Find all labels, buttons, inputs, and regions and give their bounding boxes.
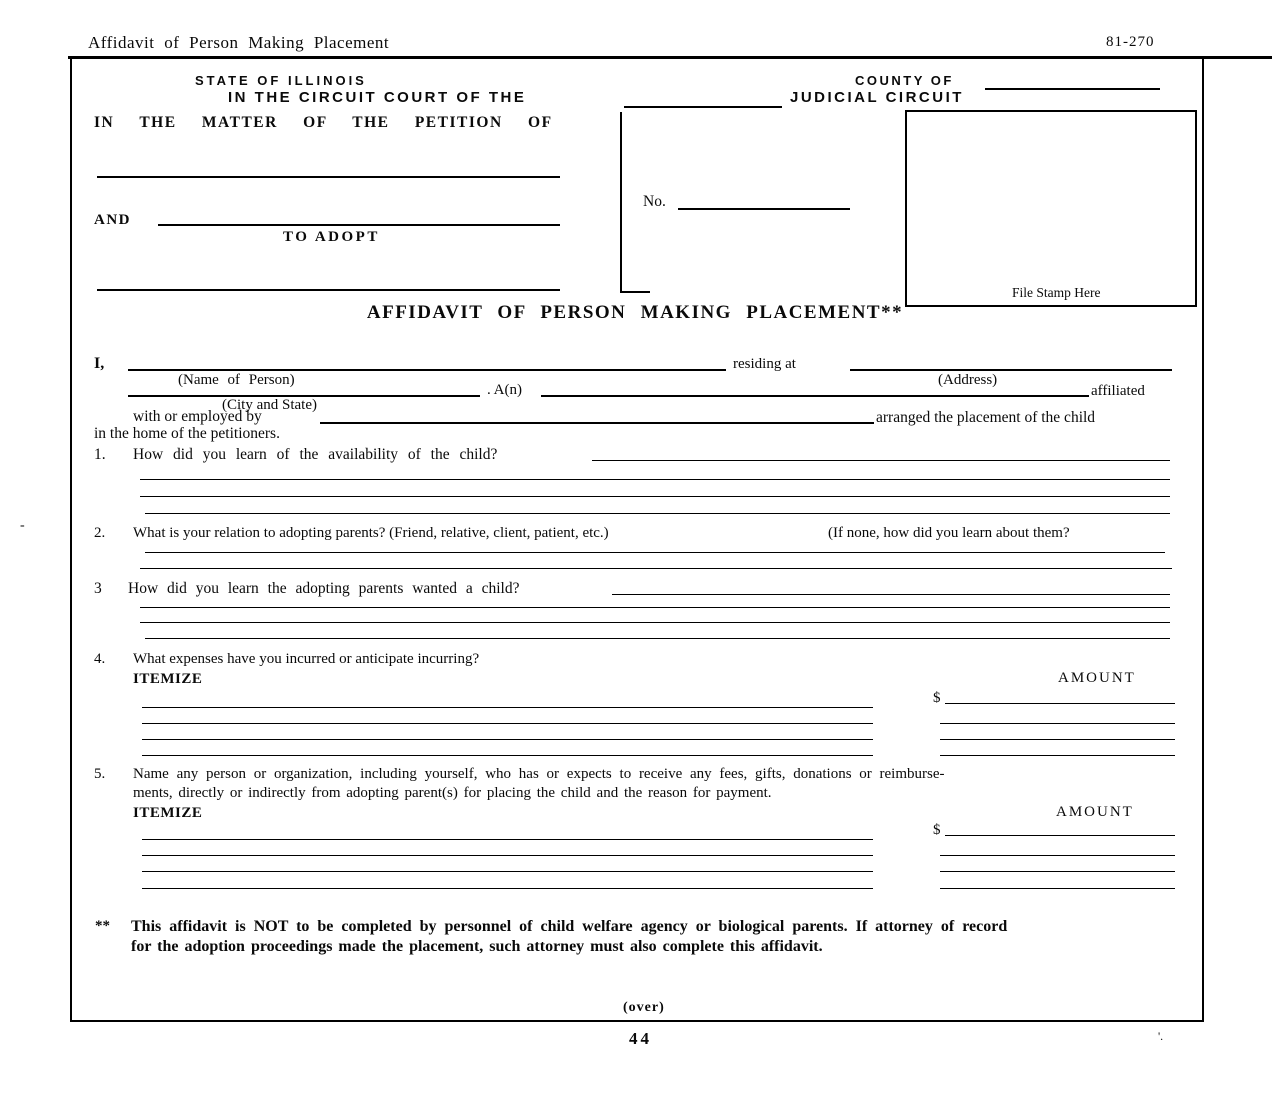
answer-line <box>145 513 1170 514</box>
case-number-label: No. <box>643 193 666 210</box>
question-5-text-line1: Name any person or organization, including yourself, who has or expects to receive any fees, gifts, donations or reimburse- <box>133 766 945 782</box>
question-5-text-line2: ments, directly or indirectly from adopting parent(s) for placing the child and the reason for payment. <box>133 785 772 801</box>
name-of-person-line <box>128 369 726 371</box>
address-caption: (Address) <box>938 372 998 388</box>
question-5-number: 5. <box>94 766 106 782</box>
dollar-sign: $ <box>933 690 941 706</box>
question-4-text: What expenses have you incurred or anticipate incurring? <box>133 651 480 667</box>
amount-line <box>940 871 1175 872</box>
dollar-sign: $ <box>933 822 941 838</box>
answer-line <box>140 496 1170 497</box>
caption-border-tick <box>620 291 650 293</box>
caption-bottom-blank-line <box>97 289 560 291</box>
itemize-line <box>142 739 873 740</box>
amount-line <box>940 855 1175 856</box>
itemize-line <box>142 839 873 840</box>
question-1-text: How did you learn of the availability of the child? <box>133 446 498 463</box>
itemize-line <box>142 723 873 724</box>
and-label: AND <box>94 212 131 228</box>
second-party-line <box>158 224 560 226</box>
judicial-circuit-label: JUDICIAL CIRCUIT <box>790 89 964 106</box>
itemize-line <box>142 888 873 889</box>
itemize-line <box>142 707 873 708</box>
itemize-line <box>142 755 873 756</box>
form-number: 81-270 <box>1106 34 1155 50</box>
answer-line <box>612 594 1170 595</box>
question-4-number: 4. <box>94 651 106 667</box>
amount-label: AMOUNT <box>1056 804 1134 820</box>
affiliated-label: affiliated <box>1091 383 1145 399</box>
itemize-label: ITEMIZE <box>133 671 203 687</box>
question-2-aside: (If none, how did you learn about them? <box>828 525 1070 541</box>
amount-line <box>945 835 1175 836</box>
footnote-line-2: for the adoption proceedings made the placement, such attorney must also complete this affidavit. <box>131 938 823 955</box>
employer-line <box>320 422 874 424</box>
question-2-number: 2. <box>94 525 106 541</box>
itemize-label: ITEMIZE <box>133 805 203 821</box>
residing-at-label: residing at <box>733 356 796 372</box>
home-of-petitioners-label: in the home of the petitioners. <box>94 425 280 442</box>
affiliation-line <box>541 395 1089 397</box>
employed-by-label: with or employed by <box>133 408 262 425</box>
circuit-number-blank-line <box>624 106 782 108</box>
question-3-number: 3 <box>94 580 102 597</box>
amount-label: AMOUNT <box>1058 670 1136 686</box>
an-label: . A(n) <box>487 382 522 398</box>
over-label: (over) <box>623 1000 665 1015</box>
case-number-line <box>678 208 850 210</box>
answer-line <box>145 552 1165 553</box>
state-of-illinois-label: STATE OF ILLINOIS <box>195 73 367 88</box>
county-blank-line <box>985 88 1160 90</box>
county-of-label: COUNTY OF <box>855 73 954 88</box>
file-stamp-box <box>905 110 1197 307</box>
document-header-title: Affidavit of Person Making Placement <box>88 33 390 52</box>
answer-line <box>140 607 1170 608</box>
amount-line <box>940 739 1175 740</box>
itemize-line <box>142 855 873 856</box>
question-3-text: How did you learn the adopting parents wanted a child? <box>128 580 520 597</box>
question-2-text: What is your relation to adopting parents? (Friend, relative, client, patient, etc.) <box>133 525 609 541</box>
address-line <box>850 369 1172 371</box>
answer-line <box>140 568 1172 569</box>
footnote-marker: ** <box>95 918 110 934</box>
answer-line <box>145 638 1170 639</box>
answer-line <box>140 479 1170 480</box>
name-of-person-caption: (Name of Person) <box>178 372 295 388</box>
to-adopt-label: TO ADOPT <box>283 229 380 245</box>
answer-line <box>592 460 1170 461</box>
file-stamp-label: File Stamp Here <box>1012 285 1101 300</box>
margin-scan-mark-right: '. <box>1158 1029 1164 1043</box>
amount-line <box>940 723 1175 724</box>
caption-right-border <box>620 112 622 293</box>
amount-line <box>945 703 1175 704</box>
petitioner-name-line <box>97 176 560 178</box>
form-title: AFFIDAVIT OF PERSON MAKING PLACEMENT** <box>366 302 904 323</box>
answer-line <box>140 622 1170 623</box>
affiant-pronoun: I, <box>94 355 105 372</box>
amount-line <box>940 755 1175 756</box>
arranged-placement-label: arranged the placement of the child <box>876 409 1096 426</box>
page-number: 44 <box>629 1029 652 1048</box>
city-state-caption: (City and State) <box>222 397 317 413</box>
question-1-number: 1. <box>94 446 106 463</box>
itemize-line <box>142 871 873 872</box>
footnote-line-1: This affidavit is NOT to be completed by personnel of child welfare agency or biological parents. If attorney of record <box>131 918 1008 935</box>
caption-matter-label: IN THE MATTER OF THE PETITION OF <box>94 114 553 131</box>
margin-scan-mark-left: - <box>20 518 25 533</box>
circuit-court-label: IN THE CIRCUIT COURT OF THE <box>228 89 527 106</box>
amount-line <box>940 888 1175 889</box>
